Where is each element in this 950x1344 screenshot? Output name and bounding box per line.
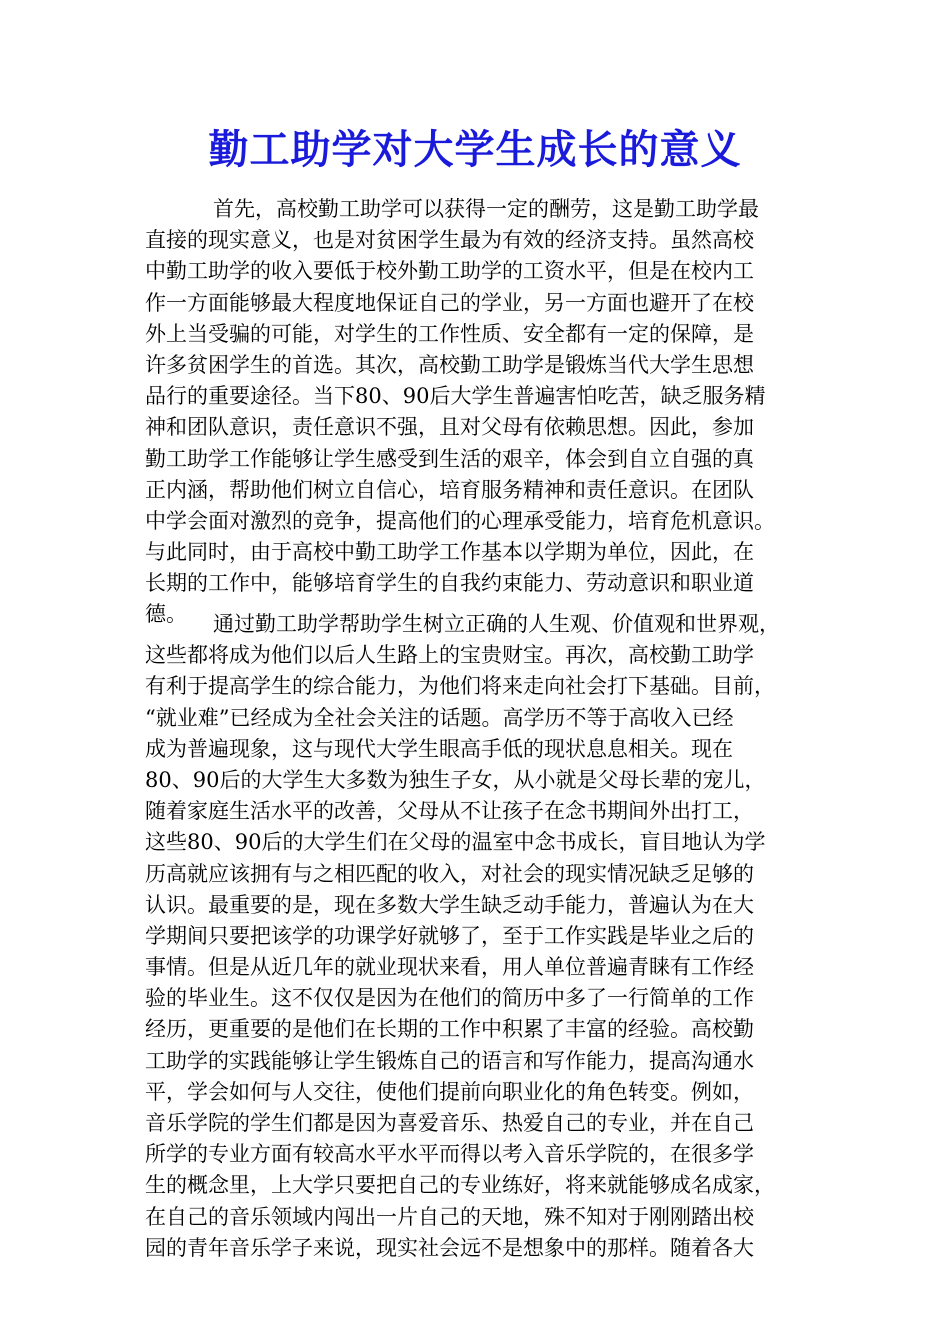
paragraph-line: 外上当受骗的可能，对学生的工作性质、安全都有一定的保障，是 (145, 321, 754, 346)
paragraph-line: 所学的专业方面有较高水平水平而得以考入音乐学院的，在很多学 (145, 1142, 754, 1167)
paragraph-line: 成为普遍现象，这与现代大学生眼高手低的现状息息相关。现在 (145, 736, 733, 761)
paragraph-line: 这些80、90后的大学生们在父母的温室中念书成长，盲目地认为学 (145, 830, 766, 855)
paragraph-line: 80、90后的大学生大多数为独生子女，从小就是父母长辈的宠儿， (145, 767, 766, 792)
document-title: 勤工助学对大学生成长的意义 (208, 127, 742, 173)
paragraph-line: 正内涵，帮助他们树立自信心，培育服务精神和责任意识。在团队 (145, 477, 754, 502)
paragraph-line: 在自己的音乐领域内闯出一片自己的天地，殊不知对于刚刚踏出校 (145, 1204, 754, 1229)
paragraph-1 (145, 194, 807, 631)
paragraph-line: 作一方面能够最大程度地保证自己的学业，另一方面也避开了在校 (145, 290, 754, 315)
paragraph-line: 工助学的实践能够让学生锻炼自己的语言和写作能力，提高沟通水 (145, 1048, 754, 1073)
paragraph-line: 中勤工助学的收入要低于校外勤工助学的工资水平，但是在校内工 (145, 259, 754, 284)
paragraph-line: 这些都将成为他们以后人生路上的宝贵财宝。再次，高校勤工助学 (145, 643, 754, 668)
paragraph-line: “就业难”已经成为全社会关注的话题。高学历不等于高收入已经 (145, 705, 734, 730)
paragraph-line: 品行的重要途径。当下80、90后大学生普遍害怕吃苦，缺乏服务精 (145, 384, 766, 409)
paragraph-line: 随着家庭生活水平的改善，父母从不让孩子在念书期间外出打工， (145, 799, 754, 824)
paragraph-2 (145, 609, 807, 1264)
paragraph-line: 音乐学院的学生们都是因为喜爱音乐、热爱自己的专业，并在自己 (145, 1111, 754, 1135)
paragraph-line: 长期的工作中，能够培育学生的自我约束能力、劳动意识和职业道 (145, 571, 754, 596)
paragraph-line: 德。 (145, 602, 187, 627)
paragraph-line: 学期间只要把该学的功课学好就够了，至于工作实践是毕业之后的 (145, 923, 754, 948)
paragraph-line: 许多贫困学生的首选。其次，高校勤工助学是锻炼当代大学生思想 (145, 352, 754, 377)
paragraph-line: 认识。最重要的是，现在多数大学生缺乏动手能力，普遍认为在大 (145, 892, 754, 917)
paragraph-line: 事情。但是从近几年的就业现状来看，用人单位普遍青睐有工作经 (145, 955, 754, 980)
paragraph-line: 历高就应该拥有与之相匹配的收入，对社会的现实情况缺乏足够的 (145, 861, 754, 886)
paragraph-line: 中学会面对激烈的竞争，提高他们的心理承受能力，培育危机意识。 (145, 508, 775, 533)
paragraph-line: 有利于提高学生的综合能力，为他们将来走向社会打下基础。目前， (145, 674, 775, 699)
paragraph-line: 直接的现实意义，也是对贫困学生最为有效的经济支持。虽然高校 (145, 228, 754, 253)
paragraph-line: 勤工助学工作能够让学生感受到生活的艰辛，体会到自立自强的真 (145, 446, 754, 471)
paragraph-line: 经历，更重要的是他们在长期的工作中积累了丰富的经验。高校勤 (145, 1017, 754, 1042)
paragraph-line: 首先，高校勤工助学可以获得一定的酬劳，这是勤工助学最 (213, 197, 759, 221)
paragraph-line: 验的毕业生。这不仅仅是因为在他们的简历中多了一行简单的工作 (145, 986, 754, 1011)
paragraph-line: 通过勤工助学帮助学生树立正确的人生观、价值观和世界观， (213, 612, 780, 636)
paragraph-line: 神和团队意识，责任意识不强，且对父母有依赖思想。因此，参加 (145, 415, 754, 440)
paragraph-line: 平，学会如何与人交往，使他们提前向职业化的角色转变。例如， (145, 1079, 754, 1104)
paragraph-line: 园的青年音乐学子来说，现实社会远不是想象中的那样。随着各大 (145, 1235, 754, 1260)
paragraph-line: 生的概念里，上大学只要把自己的专业练好，将来就能够成名成家， (145, 1173, 775, 1198)
paragraph-line: 与此同时，由于高校中勤工助学工作基本以学期为单位，因此，在 (145, 540, 754, 565)
